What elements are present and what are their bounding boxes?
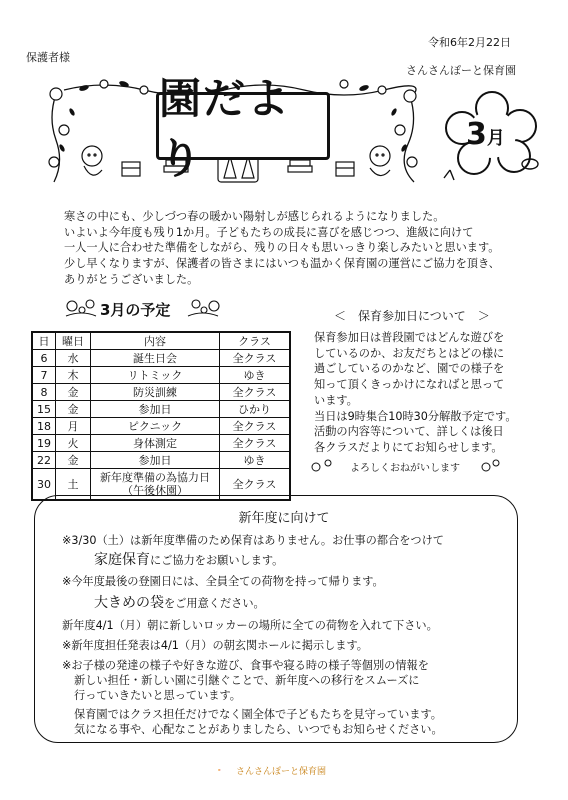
new-year-item: 大きめの袋をご用意ください。 [94,595,265,611]
table-row [32,418,290,435]
cell-class: ゆき [220,452,291,469]
new-year-item: 気になる事や、心配なことがありましたら、いつでもお知らせください。 [74,723,443,736]
participation-line: います。 [314,393,358,407]
cell-class: 全クラス [220,350,291,367]
regards-decoration [306,455,502,479]
cell-day: 18 [32,418,56,435]
intro-paragraph [64,209,500,288]
intro-line: ありがとうございました。 [64,272,199,286]
regards-text: よろしくおねがいします [350,463,460,474]
participation-line: 過ごしているのかなど、園での様子を [314,362,505,376]
new-year-item: 保育園ではクラス担任だけでなく園全体で子どもたちを見守っています。 [74,708,442,721]
new-year-item: 新しい担任・新しい園に引継ぐことで、新年度への移行をスムーズに [74,674,420,687]
schedule-title: 3月の予定 [100,301,171,319]
cell-weekday: 金 [56,401,91,418]
cell-day: 15 [32,401,56,418]
participation-line: 保育参加日は普段園ではどんな遊びを [314,331,505,344]
intro-line: いよいよ今年度も残り1か月。子どもたちの成長に喜びを感じつつ、進級に向けて [64,225,474,239]
table-row [32,350,290,367]
col-header-day: 日 [32,332,56,350]
col-header-class: クラス [220,332,291,350]
cell-day: 8 [32,384,56,401]
cell-weekday: 金 [56,384,91,401]
new-year-title: 新年度に向けて [238,511,330,526]
cell-weekday: 火 [56,435,91,452]
cell-content: ピクニック [91,418,220,435]
table-row [32,452,290,469]
table-row [32,367,290,384]
school-name: さんさんぽーと保育園 [406,64,516,77]
cell-day: 30 [32,469,56,501]
col-header-weekday: 曜日 [56,332,91,350]
participation-line: 各クラスだよりにてお知らせします。 [314,440,503,454]
table-header-row [32,332,290,350]
participation-heading: ＜ 保育参加日について ＞ [334,309,490,323]
intro-line: 少し早くなりますが、保護者の皆さまにはいつも温かく保育園の運営にご協力を頂き、 [64,257,500,271]
cell-content: リトミック [91,367,220,384]
cell-class: 全クラス [220,469,291,501]
cell-content: 誕生日会 [91,350,220,367]
schedule-table [31,331,291,501]
month-label: 3月 [466,117,505,152]
cell-class: 全クラス [220,384,291,401]
cell-weekday: 金 [56,452,91,469]
cell-class: ひかり [220,401,291,418]
new-year-item: ※お子様の発達の様子や好きな遊び、食事や寝る時の様子等個別の情報を [62,659,429,672]
cell-content: 防災訓練 [91,384,220,401]
table-row [32,384,290,401]
new-year-item: 新年度4/1（月）朝に新しいロッカーの場所に全ての荷物を入れて下さい。 [62,619,438,632]
cell-weekday: 水 [56,350,91,367]
intro-line: 寒さの中にも、少しづつ春の暖かい陽射しが感じられるようになりました。 [64,210,445,223]
new-year-item: 家庭保育にご協力をお願いします。 [94,552,284,568]
participation-line: 当日は9時集合10時30分解散予定です。 [314,409,517,423]
cell-day: 22 [32,452,56,469]
cell-weekday: 土 [56,469,91,501]
participation-line: しているのか、お友だちとはどの様に [314,346,505,360]
school-logo [218,762,238,778]
cell-content: 新年度準備の為協力日 （午後休園） [91,469,220,501]
table-row [32,435,290,452]
col-header-content: 内容 [91,332,220,350]
cell-content: 参加日 [91,452,220,469]
cell-day: 7 [32,367,56,384]
cell-weekday: 木 [56,367,91,384]
cell-day: 6 [32,350,56,367]
participation-line: 活動の内容等について、詳しくは後日 [314,425,504,439]
issue-date: 令和6年2月22日 [428,36,511,49]
cell-day: 19 [32,435,56,452]
cell-class: ゆき [220,367,291,384]
new-year-item: ※3/30（土）は新年度準備のため保育はありません。お仕事の都合をつけて [62,534,444,547]
new-year-item: 行っていきたいと思っています。 [74,689,241,702]
cell-class: 全クラス [220,435,291,452]
new-year-item: ※新年度担任発表は4/1（月）の朝玄関ホールに掲示します。 [62,639,368,652]
cell-class: 全クラス [220,418,291,435]
new-year-item: ※今年度最後の登園日には、全員全ての荷物を持って帰ります。 [62,575,384,588]
participation-text [314,330,528,456]
intro-line: 一人一人に合わせた準備をしながら、残りの日々も思いっきり楽しみたいと思います。 [64,241,500,255]
cell-weekday: 月 [56,418,91,435]
footer-school-name: さんさんぽーと保育園 [236,767,327,777]
participation-line: 知って頂くきっかけになればと思って [314,378,505,392]
newsletter-title: 園だより [156,92,330,160]
table-row [32,401,290,418]
addressee: 保護者様 [26,51,70,64]
cell-content: 参加日 [91,401,220,418]
cell-content: 身体測定 [91,435,220,452]
